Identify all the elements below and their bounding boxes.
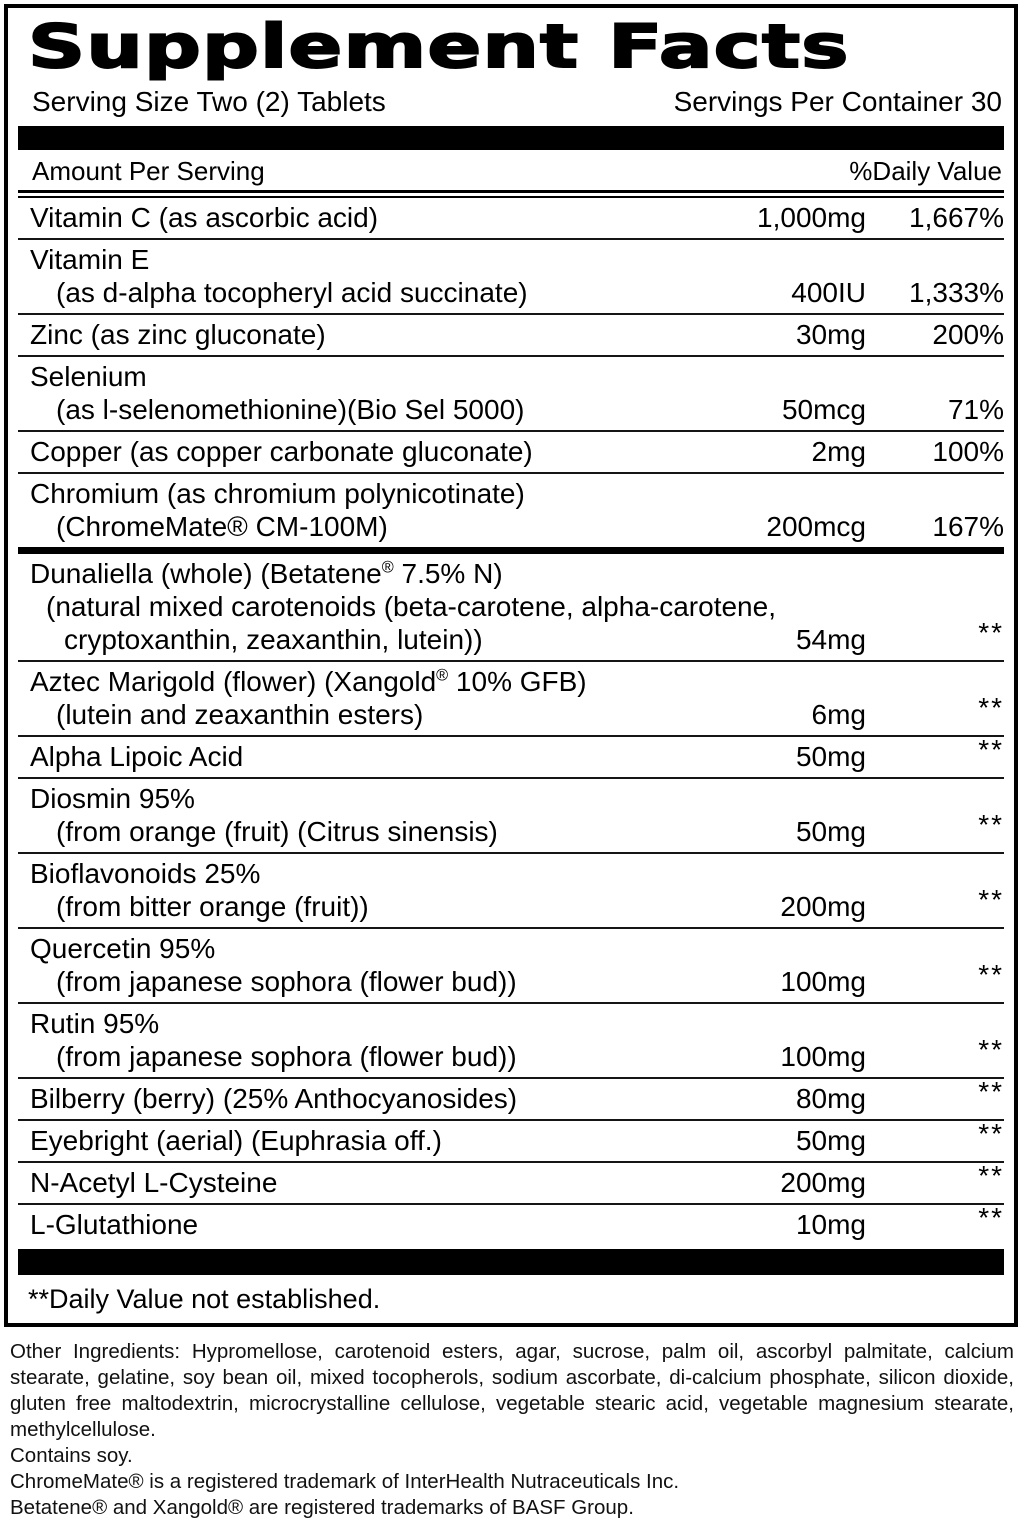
nutrient-row <box>18 1203 1004 1245</box>
amount-per-serving-header: Amount Per Serving <box>32 156 265 186</box>
nutrient-daily-value: ** <box>978 1202 1004 1233</box>
nutrient-daily-value: ** <box>978 1034 1004 1065</box>
nutrient-name: Bioflavonoids 25% <box>30 858 261 889</box>
nutrient-name: Diosmin 95% <box>30 783 195 814</box>
nutrient-name: (from japanese sophora (flower bud)) <box>56 966 517 997</box>
daily-value-header: %Daily Value <box>849 156 1002 186</box>
nutrient-name: (from japanese sophora (flower bud)) <box>56 1041 517 1072</box>
nutrient-amount: 50mg <box>795 816 866 847</box>
botanicals-section <box>18 554 1004 1245</box>
nutrient-daily-value: ** <box>978 617 1004 648</box>
other-ingredients-block <box>10 1339 1014 1521</box>
nutrient-daily-value: ** <box>978 1118 1004 1149</box>
nutrient-daily-value: 200% <box>932 319 1004 350</box>
nutrient-row <box>18 1161 1004 1203</box>
nutrient-amount: 6mg <box>811 699 866 730</box>
nutrient-row <box>18 777 1004 852</box>
nutrient-name: Dunaliella (whole) (Betatene® 7.5% N) <box>30 558 503 589</box>
header-divider-bar <box>18 126 1004 150</box>
nutrients-section <box>18 198 1004 547</box>
nutrient-name: (from bitter orange (fruit)) <box>56 891 369 922</box>
panel-title: Supplement Facts <box>28 12 850 82</box>
nutrient-amount: 200mg <box>780 1167 866 1198</box>
nutrient-daily-value: 167% <box>932 511 1004 542</box>
nutrient-row <box>18 852 1004 927</box>
nutrient-row <box>18 430 1004 472</box>
nutrient-row <box>18 735 1004 777</box>
contains-text: Contains soy. <box>10 1444 133 1467</box>
nutrient-name: N-Acetyl L-Cysteine <box>30 1167 278 1198</box>
nutrient-name: Bilberry (berry) (25% Anthocyanosides) <box>30 1083 518 1114</box>
supplement-facts-panel <box>4 4 1018 1327</box>
nutrient-row <box>18 355 1004 430</box>
nutrient-amount: 200mcg <box>766 511 866 542</box>
nutrient-amount: 50mg <box>795 1125 866 1156</box>
nutrient-name: L-Glutathione <box>30 1209 199 1240</box>
nutrient-daily-value: 1,333% <box>909 277 1004 308</box>
nutrient-row <box>18 313 1004 355</box>
nutrient-name: Selenium <box>30 361 147 392</box>
nutrient-daily-value: ** <box>978 692 1004 723</box>
nutrient-amount: 200mg <box>780 891 866 922</box>
nutrient-daily-value: ** <box>978 734 1004 765</box>
serving-row <box>18 86 1004 126</box>
nutrient-amount: 50mg <box>795 741 866 772</box>
trademark-line-1: ChromeMate® is a registered trademark of InterHealth Nutraceuticals Inc. <box>10 1470 680 1493</box>
nutrient-name: Rutin 95% <box>30 1008 160 1039</box>
other-ingredients-text: Other Ingredients: Hypromellose, carotenoid esters, agar, sucrose, palm oil, ascorbyl palmitate, calcium stearate, gelatine, soy bean oil, mixed tocopherols, sodium ascorbate, di-calcium phosphate, silicon dioxide, gluten free maltodextrin, microcrystalline cellulose, vegetable stearic acid, vegetable magnesium stearate, methylcellulose. <box>10 1340 1014 1441</box>
column-header-rule <box>18 190 1004 198</box>
supplement-label-page <box>0 4 1024 1521</box>
nutrient-name: Zinc (as zinc gluconate) <box>30 319 326 350</box>
trademark-line-2: Betatene® and Xangold® are registered trademarks of BASF Group. <box>10 1496 634 1519</box>
nutrient-amount: 400IU <box>791 277 866 308</box>
nutrient-amount: 30mg <box>795 319 866 350</box>
nutrient-row <box>18 1119 1004 1161</box>
nutrient-daily-value: 100% <box>932 436 1004 467</box>
serving-size-text: Serving Size Two (2) Tablets <box>32 86 386 117</box>
nutrient-amount: 2mg <box>811 436 866 467</box>
nutrient-name: cryptoxanthin, zeaxanthin, lutein)) <box>64 624 483 655</box>
nutrient-row <box>18 198 1004 238</box>
nutrient-daily-value: ** <box>978 959 1004 990</box>
footnote-divider-bar <box>18 1249 1004 1275</box>
nutrient-name: (lutein and zeaxanthin esters) <box>56 699 424 730</box>
nutrient-row <box>18 238 1004 313</box>
nutrient-amount: 50mcg <box>781 394 866 425</box>
nutrient-amount: 100mg <box>780 966 866 997</box>
nutrient-row <box>18 554 1004 660</box>
nutrient-name: Alpha Lipoic Acid <box>30 741 244 772</box>
nutrient-name: (ChromeMate® CM-100M) <box>56 511 388 542</box>
nutrient-row <box>18 660 1004 735</box>
nutrient-amount: 80mg <box>795 1083 866 1114</box>
nutrient-daily-value: 1,667% <box>909 202 1004 233</box>
nutrient-row <box>18 472 1004 547</box>
column-header-row <box>18 154 1004 190</box>
nutrient-name: Vitamin C (as ascorbic acid) <box>30 202 379 233</box>
nutrient-row <box>18 1077 1004 1119</box>
nutrient-daily-value: 71% <box>947 394 1004 425</box>
nutrient-daily-value: ** <box>978 1076 1004 1107</box>
nutrient-amount: 54mg <box>795 624 866 655</box>
nutrient-name: (as l-selenomethionine)(Bio Sel 5000) <box>56 394 525 425</box>
section-divider <box>18 547 1004 554</box>
nutrient-name: Aztec Marigold (flower) (Xangold® 10% GFB) <box>30 666 587 697</box>
nutrient-name: (natural mixed carotenoids (beta-carotene, alpha-carotene, <box>46 591 776 622</box>
nutrient-name: Vitamin E <box>30 244 150 275</box>
nutrient-amount: 100mg <box>780 1041 866 1072</box>
nutrient-name: Copper (as copper carbonate gluconate) <box>30 436 533 467</box>
nutrient-amount: 1,000mg <box>757 202 866 233</box>
servings-per-container-text: Servings Per Container 30 <box>673 86 1002 117</box>
daily-value-footnote: **Daily Value not established. <box>28 1284 381 1314</box>
nutrient-name: (from orange (fruit) (Citrus sinensis) <box>56 816 498 847</box>
nutrient-name: (as d-alpha tocopheryl acid succinate) <box>56 277 528 308</box>
nutrient-name: Chromium (as chromium polynicotinate) <box>30 478 525 509</box>
nutrient-daily-value: ** <box>978 884 1004 915</box>
nutrient-row <box>18 1002 1004 1077</box>
nutrient-row <box>18 927 1004 1002</box>
nutrient-name: Eyebright (aerial) (Euphrasia off.) <box>30 1125 442 1156</box>
nutrient-daily-value: ** <box>978 809 1004 840</box>
nutrient-amount: 10mg <box>795 1209 866 1240</box>
nutrient-daily-value: ** <box>978 1160 1004 1191</box>
nutrient-name: Quercetin 95% <box>30 933 216 964</box>
